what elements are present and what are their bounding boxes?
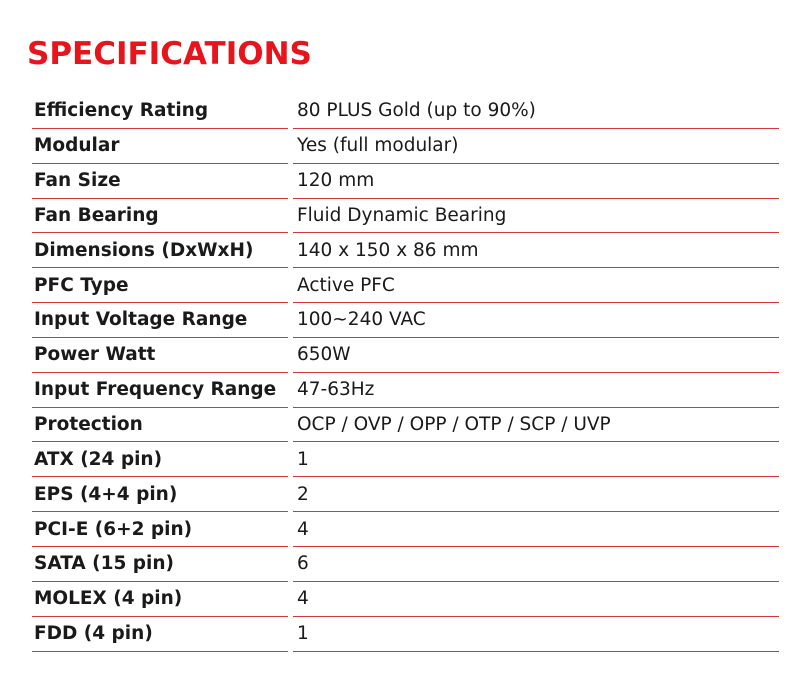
spec-value: 47-63Hz	[293, 373, 779, 408]
spec-value: 1	[293, 442, 779, 477]
specifications-table	[32, 94, 779, 652]
table-row	[32, 408, 779, 443]
table-row	[32, 303, 779, 338]
spec-value: 650W	[293, 338, 779, 373]
table-row	[32, 617, 779, 652]
spec-label: FDD (4 pin)	[32, 617, 288, 652]
table-row	[32, 94, 779, 129]
spec-value: Fluid Dynamic Bearing	[293, 199, 779, 234]
spec-label: SATA (15 pin)	[32, 547, 288, 582]
table-row	[32, 512, 779, 547]
table-row	[32, 129, 779, 164]
spec-value: 100~240 VAC	[293, 303, 779, 338]
spec-value: 4	[293, 512, 779, 547]
spec-value: Active PFC	[293, 268, 779, 303]
spec-value: 80 PLUS Gold (up to 90%)	[293, 94, 779, 129]
spec-label: MOLEX (4 pin)	[32, 582, 288, 617]
spec-label: Fan Size	[32, 164, 288, 199]
spec-value: 140 x 150 x 86 mm	[293, 233, 779, 268]
spec-value: 2	[293, 477, 779, 512]
spec-label: Protection	[32, 408, 288, 443]
table-row	[32, 582, 779, 617]
spec-label: Input Frequency Range	[32, 373, 288, 408]
spec-label: PCI-E (6+2 pin)	[32, 512, 288, 547]
spec-value: Yes (full modular)	[293, 129, 779, 164]
spec-label: ATX (24 pin)	[32, 442, 288, 477]
table-row	[32, 373, 779, 408]
spec-label: EPS (4+4 pin)	[32, 477, 288, 512]
spec-label: Fan Bearing	[32, 199, 288, 234]
spec-value: OCP / OVP / OPP / OTP / SCP / UVP	[293, 408, 779, 443]
spec-label: Efficiency Rating	[32, 94, 288, 129]
table-row	[32, 477, 779, 512]
table-row	[32, 268, 779, 303]
spec-value: 1	[293, 617, 779, 652]
spec-label: PFC Type	[32, 268, 288, 303]
spec-value: 6	[293, 547, 779, 582]
spec-value: 120 mm	[293, 164, 779, 199]
table-row	[32, 442, 779, 477]
spec-value: 4	[293, 582, 779, 617]
spec-label: Dimensions (DxWxH)	[32, 233, 288, 268]
spec-label: Power Watt	[32, 338, 288, 373]
table-row	[32, 338, 779, 373]
table-row	[32, 547, 779, 582]
spec-label: Input Voltage Range	[32, 303, 288, 338]
table-row	[32, 164, 779, 199]
table-row	[32, 233, 779, 268]
table-row	[32, 199, 779, 234]
page-title: SPECIFICATIONS	[27, 36, 312, 72]
spec-label: Modular	[32, 129, 288, 164]
